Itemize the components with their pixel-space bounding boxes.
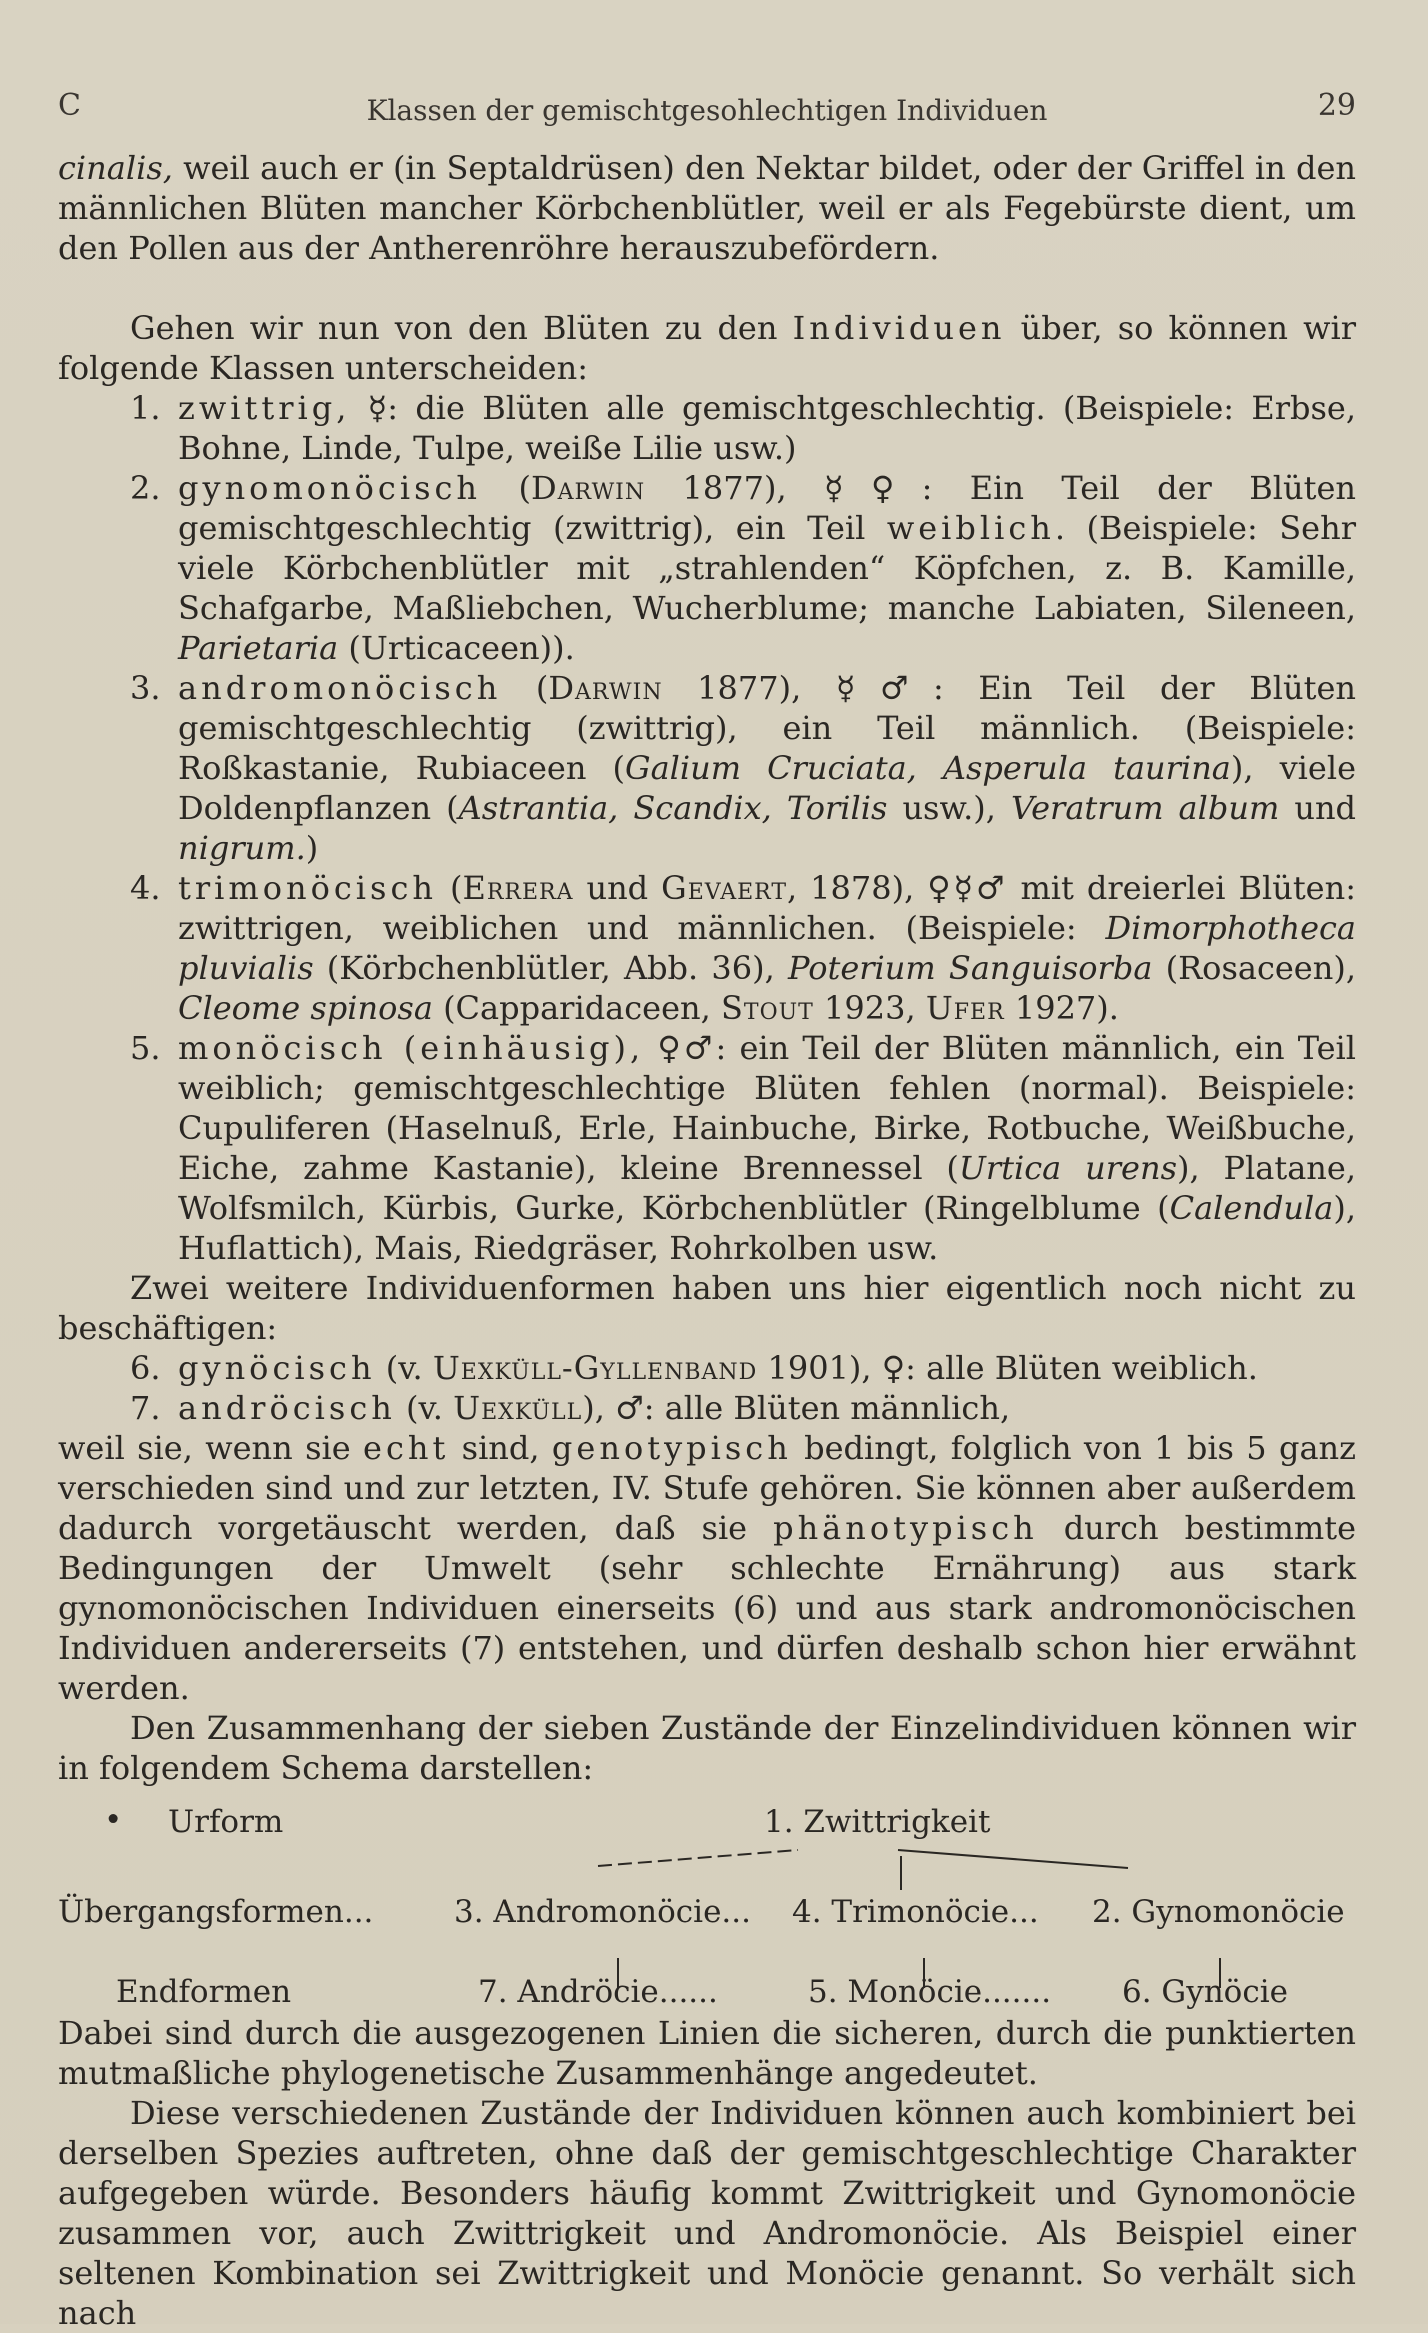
text: ), viele Doldenpflanzen ( [178, 749, 1356, 827]
schema-node-gynomonoecie: 2. Gynomonöcie [1092, 1894, 1345, 1930]
intro-italic: cinalis, [58, 149, 173, 187]
item-term: zwittrig, [178, 389, 351, 427]
item-number: 3. [130, 669, 161, 707]
dotted-line-to-andromonoecie [598, 1850, 798, 1866]
text: (Rosaceen), [1152, 949, 1356, 987]
item-number: 1. [130, 389, 161, 427]
item-text: ☿: die Blüten alle gemischtgeschlechtig. (Beispiele: Erbse, Bohne, Linde, Tulpe, weiße Lilie usw.) [178, 389, 1356, 467]
list-item-2 [58, 468, 1356, 668]
item-number: 7. [130, 1389, 161, 1427]
schema-node-monoecie: 5. Monöcie....... [808, 1974, 1052, 2010]
spaced-term: genotypisch [551, 1429, 792, 1467]
taxon-name: Veratrum album [1010, 789, 1280, 827]
page-body [58, 148, 1356, 2333]
schema-node-gynoecie: 6. Gynöcie [1122, 1974, 1288, 2010]
text: (Capparidaceen, [432, 989, 721, 1027]
item-term: gynomonöcisch [178, 469, 482, 507]
text: 1877), ☿♀: Ein Teil der Blüten gemischtgeschlechtig (zwittrig), ein Teil [178, 469, 1357, 547]
schema-intro-paragraph: Den Zusammenhang der sieben Zustände der Einzelindividuen können wir in folgendem Schema darstellen: [58, 1709, 1356, 1787]
author-name: Stout [721, 989, 814, 1027]
taxon-name: Urtica urens [958, 1149, 1177, 1187]
taxon-name: Calendula [1169, 1189, 1334, 1227]
text: Gehen wir nun von den Blüten zu den [130, 309, 793, 347]
text: 1927). [1004, 989, 1119, 1027]
text: (Urticaceen)). [338, 629, 575, 667]
text: (Körbchenblütler, Abb. 36), [313, 949, 788, 987]
text: und [1279, 789, 1357, 827]
taxon-name: nigrum. [178, 829, 306, 867]
taxon-name: Dimorphotheca pluvialis [178, 909, 1356, 987]
spaced-term: weiblich [886, 509, 1055, 547]
schema-row-label-endformen: Endformen [116, 1974, 292, 2010]
text: 1901), ♀: alle Blüten weiblich. [757, 1349, 1258, 1387]
running-header [58, 88, 1356, 148]
text: ( [481, 469, 531, 507]
item-term: monöcisch (einhäusig), [178, 1029, 645, 1067]
author-name: Errera [462, 869, 574, 907]
combination-paragraph: Diese verschiedenen Zustände der Individuen können auch kombiniert bei derselben Spezies auftreten, ohne daß der gemischtgeschlechtige Charakter aufgegeben würde. Besonders häufig kommt Zwittrigkeit und Gynomonöcie zusammen vor, auch Zwittrigkeit und Andromonöcie. Als Beispiel einer seltenen Kombination sei Zwittrigkeit und Monöcie genannt. So verhält sich nach [58, 2094, 1356, 2332]
list-item-4 [58, 868, 1356, 1028]
further-forms-paragraph: Zwei weitere Individuenformen haben uns hier eigentlich noch nicht zu beschäftigen: [58, 1269, 1356, 1347]
item-number: 6. [130, 1349, 161, 1387]
author-name: Uexküll-Gyllenband [432, 1349, 758, 1387]
author-name: Darwin [530, 469, 646, 507]
list-item-7 [58, 1388, 1356, 1428]
text: 1877), ☿♂: Ein Teil der Blüten gemischtgeschlechtig (zwittrig), ein Teil männlich. (Beispiele: Roßkastanie, Rubiaceen ( [178, 669, 1357, 787]
text: ♀♂: ein Teil der Blüten männlich, ein Teil weiblich; gemischtgeschlechtige Blüten fehlen (normal). Beispiele: Cupuliferen (Haselnuß, Erle, Hainbuche, Birke, Rotbuche, Weißbuche, Eiche, zahme Kastanie), kleine Brennessel ( [178, 1029, 1357, 1187]
item-term: andromonöcisch [178, 669, 502, 707]
spaced-term: phänotypisch [773, 1509, 1038, 1547]
schema-node-androecie: 7. Andröcie...... [478, 1974, 718, 2010]
schema-node-trimonoecie: 4. Trimonöcie... [792, 1894, 1039, 1930]
spaced-term: echt [363, 1429, 450, 1467]
item-number: 2. [130, 469, 161, 507]
text: ), ♂: alle Blüten männlich, [582, 1389, 1011, 1427]
text: ), Huflattich), Mais, Riedgräser, Rohrkolben usw. [178, 1189, 1356, 1267]
item-term: gynöcisch [178, 1349, 376, 1387]
text: ), Platane, Wolfsmilch, Kürbis, Gurke, Körbchenblütler (Ringelblume ( [178, 1149, 1356, 1227]
text: bedingt, folglich von 1 bis 5 ganz verschieden sind und zur letzten, IV. Stufe gehören. Sie können aber außerdem dadurch vorgetäuscht werden, daß sie [58, 1429, 1357, 1547]
text: ) [305, 829, 319, 867]
classes-paragraph [58, 308, 1356, 388]
text: ( [501, 669, 549, 707]
page-number: 29 [1317, 88, 1356, 123]
schema-node-andromonoecie: 3. Andromonöcie... [454, 1894, 751, 1930]
text: ( [436, 869, 463, 907]
author-name: Ufer [925, 989, 1005, 1027]
text: weil sie, wenn sie [58, 1429, 363, 1467]
schema-explanation-paragraph: Dabei sind durch die ausgezogenen Linien die sicheren, durch die punktierten mutmaßliche phylogenetische Zusammenhänge angedeutet. [58, 2014, 1356, 2092]
text: sind, [449, 1429, 552, 1467]
list-item-3 [58, 668, 1356, 868]
item-number: 5. [130, 1029, 161, 1067]
intro-text: weil auch er (in Septaldrüsen) den Nektar bildet, oder der Griffel in den männlichen Blüten mancher Körbchenblütler, weil er als Fegebürste dient, um den Pollen aus der Antherenröhre herauszubefördern. [58, 149, 1356, 267]
text: 1923, [813, 989, 926, 1027]
item-number: 4. [130, 869, 161, 907]
intro-paragraph [58, 148, 1356, 268]
text: über, so können wir folgende Klassen unterscheiden: [58, 309, 1356, 387]
list-item-6 [58, 1348, 1356, 1388]
header-signature: C [58, 88, 81, 123]
item-term: andröcisch [178, 1389, 396, 1427]
author-name: Uexküll [453, 1389, 583, 1427]
taxon-name: Galium Cruciata, Asperula taurina [625, 749, 1231, 787]
text: (v. [395, 1389, 454, 1427]
solid-line-to-gynomonoecie [898, 1850, 1128, 1868]
genotype-paragraph [58, 1428, 1356, 1708]
text: . (Beispiele: Sehr viele Körbchenblütler mit „strahlenden“ Köpfchen, z. B. Kamille, Schafgarbe, Maßliebchen, Wucherblume; manche Labiaten, Sileneen, [178, 509, 1357, 627]
taxon-name: Poterium Sanguisorba [787, 949, 1153, 987]
schema-bullet: • [104, 1802, 123, 1838]
text: (v. [375, 1349, 433, 1387]
author-name: Gevaert [661, 869, 787, 907]
author-name: Darwin [548, 669, 663, 707]
list-item-5 [58, 1028, 1356, 1268]
schema-node-zwittrigkeit: 1. Zwittrigkeit [764, 1804, 991, 1840]
list-item-1 [58, 388, 1356, 468]
taxon-name: Astrantia, Scandix, Torilis [458, 789, 888, 827]
schema-row-label-urform: Urform [168, 1804, 284, 1840]
text: , 1878), ♀☿♂ mit dreierlei Blüten: zwittrigen, weiblichen und männlichen. (Beispiele: [178, 869, 1357, 947]
spaced-term: Individuen [792, 309, 1006, 347]
taxon-name: Parietaria [178, 629, 339, 667]
taxon-name: Cleome spinosa [178, 989, 433, 1027]
header-title: Klassen der gemischtgesohlechtigen Individuen [366, 94, 1048, 127]
item-term: trimonöcisch [178, 869, 437, 907]
schema-row-label-uebergangsformen: Übergangsformen... [58, 1894, 374, 1930]
text: usw.), [887, 789, 1011, 827]
text: und [573, 869, 662, 907]
text: durch bestimmte Bedingungen der Umwelt (sehr schlechte Ernährung) aus stark gynomonöcischen Individuen einerseits (6) und aus stark andromonöcischen Individuen andererseits (7) entstehen, und dürfen deshalb schon hier erwähnt werden. [58, 1509, 1357, 1707]
phylogeny-schema [58, 1788, 1356, 2013]
